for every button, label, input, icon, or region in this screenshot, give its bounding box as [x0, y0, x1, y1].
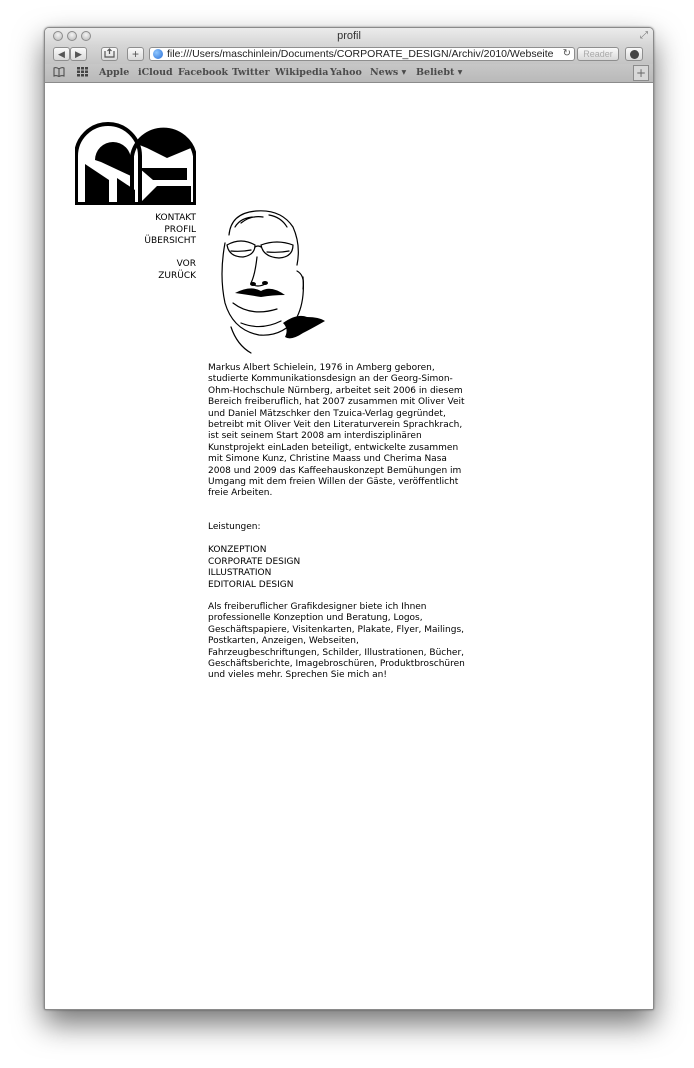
- bookmark-apple[interactable]: Apple: [99, 67, 130, 78]
- bio-paragraph: Markus Albert Schielein, 1976 in Amberg geboren, studierte Kommunikationsdesign an der Georg-Simon-Ohm-Hochschule Nürnberg, arbeitet seit 2006 in diesem Bereich freiberuflich, hat 2007 zusammen mit Oliver Veit und Daniel Mätzschker den Tzuica-Verlag gegründet, betreibt mit Oliver Veit den Literaturverein Sprachkrach, ist seit seinem Start 2008 am interdisziplinären Kunstprojekt einLaden beteiligt, entwickelte zusammen mit Simone Kunz, Christine Maass und Cherima Nasa 2008 und 2009 das Kaffeehauskonzept Bemühungen im Umgang mit dem freien Willen der Gäste, veröffentlicht freie Arbeiten.: [208, 363, 465, 499]
- nav-profil[interactable]: PROFIL: [164, 224, 196, 235]
- browser-window: [44, 27, 654, 1010]
- toolbar: [45, 45, 653, 64]
- site-nav: [144, 213, 196, 282]
- url-text: file:///Users/maschinlein/Documents/CORPORATE_DESIGN/Archiv/2010/Webseite: [167, 48, 554, 60]
- window-title: profil: [337, 30, 361, 42]
- services-heading: Leistungen:: [208, 521, 261, 532]
- grid-icon[interactable]: [77, 67, 88, 80]
- plus-icon: +: [131, 47, 139, 61]
- bookmark-facebook[interactable]: Facebook: [178, 67, 229, 78]
- bookmarks-bar: [45, 64, 653, 83]
- as-logo[interactable]: [75, 116, 196, 210]
- share-button[interactable]: [101, 47, 118, 61]
- bookmark-icloud[interactable]: iCloud: [138, 67, 173, 78]
- page-content: [45, 83, 653, 1009]
- new-tab-button[interactable]: [633, 65, 649, 81]
- bookmark-wikipedia[interactable]: Wikipedia: [275, 67, 329, 78]
- bookmark-twitter[interactable]: Twitter: [232, 67, 270, 78]
- spacer: [208, 591, 466, 602]
- add-bookmark-button[interactable]: [127, 47, 144, 61]
- spacer: [208, 533, 466, 545]
- portrait-illustration: [211, 205, 327, 360]
- back-button[interactable]: ◀: [53, 47, 70, 61]
- service-item: CORPORATE DESIGN: [208, 556, 301, 567]
- service-item: EDITORIAL DESIGN: [208, 579, 294, 590]
- bookmark-yahoo[interactable]: Yahoo: [330, 67, 362, 78]
- info-icon: [630, 50, 639, 59]
- bookmark-beliebt[interactable]: Beliebt ▾: [416, 67, 463, 78]
- plus-icon: +: [635, 66, 647, 80]
- nav-zurueck[interactable]: ZURÜCK: [158, 270, 196, 281]
- service-item: ILLUSTRATION: [208, 568, 272, 579]
- nav-kontakt[interactable]: KONTAKT: [155, 213, 196, 223]
- nav-spacer: [144, 248, 196, 260]
- downloads-button[interactable]: [625, 47, 643, 61]
- nav-uebersicht[interactable]: ÜBERSICHT: [144, 236, 196, 246]
- spacer: [208, 500, 466, 522]
- service-item: KONZEPTION: [208, 545, 267, 556]
- bookmark-news[interactable]: News ▾: [370, 67, 407, 78]
- book-icon[interactable]: [53, 67, 65, 80]
- fullscreen-icon[interactable]: ⤢: [640, 30, 648, 41]
- services-paragraph: Als freiberuflicher Grafikdesigner biete ich Ihnen professionelle Konzeption und Beratung, Logos, Geschäftspapiere, Visitenkarten, Plakate, Flyer, Mailings, Postkarten, Anzeigen, Webseiten, Fahrzeugbeschriftungen, Schilder, Illustrationen, Bücher, Geschäftsberichte, Imagebroschüren, Produktbroschüren und vieles mehr. Sprechen Sie mich an!: [208, 601, 465, 681]
- nav-vor[interactable]: VOR: [176, 259, 196, 269]
- title-bar: [45, 28, 653, 45]
- reload-icon[interactable]: ↻: [562, 48, 571, 59]
- share-icon: [104, 48, 115, 58]
- globe-icon: [153, 49, 163, 59]
- address-bar[interactable]: [149, 47, 575, 61]
- forward-button[interactable]: ▶: [70, 47, 87, 61]
- reader-button[interactable]: Reader: [577, 47, 619, 61]
- profile-text: [208, 363, 466, 682]
